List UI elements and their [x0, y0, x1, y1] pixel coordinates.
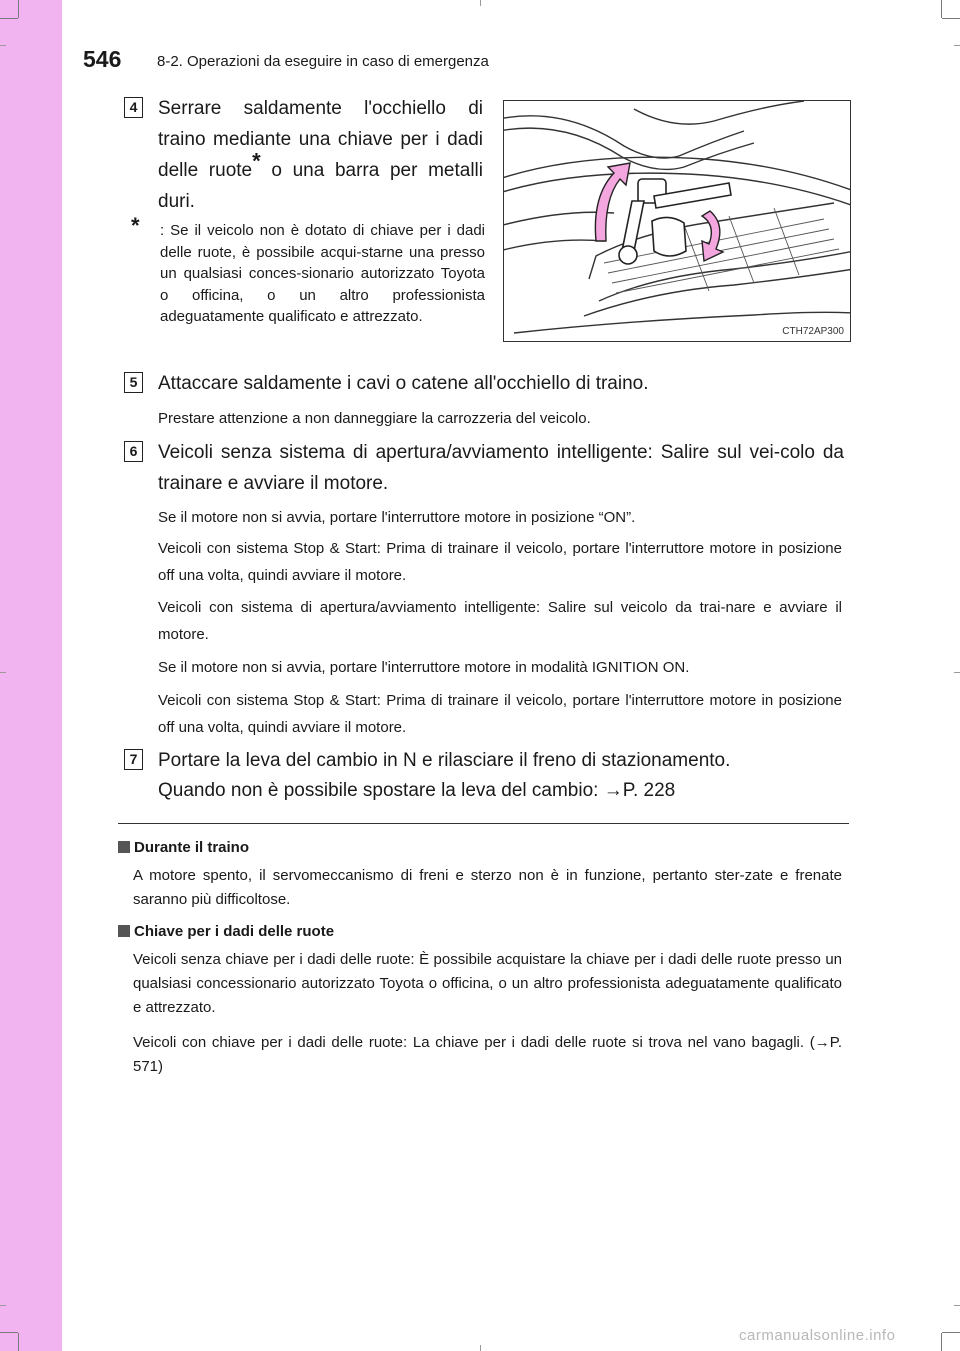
crop-mark	[942, 1332, 960, 1333]
step-6-note: Veicoli con sistema Stop & Start: Prima di trainare il veicolo, portare l'interruttore motore in posizione off una volta, quindi avviare il motore.	[158, 692, 842, 736]
crop-mark	[942, 18, 960, 19]
crop-mark	[0, 18, 18, 19]
crop-mark	[0, 1332, 18, 1333]
crop-mark	[941, 0, 942, 18]
crop-mark	[941, 1333, 942, 1351]
step-6-badge: 6	[124, 441, 143, 462]
registration-tick	[0, 672, 6, 673]
registration-tick	[954, 1305, 960, 1306]
footnote-asterisk: *	[252, 148, 261, 174]
watermark: carmanualsonline.info	[739, 1327, 896, 1344]
tow-eyelet-illustration	[503, 100, 851, 342]
registration-tick	[0, 45, 6, 46]
registration-tick	[954, 45, 960, 46]
step-4-badge: 4	[124, 97, 143, 118]
note-asterisk: *	[131, 213, 140, 238]
crop-mark	[18, 1333, 19, 1351]
info-text: Veicoli con chiave per i dadi delle ruote: La chiave per i dadi delle ruote si trova nel vano bagagli. (→P. 571)	[133, 1034, 842, 1075]
step-6-instruction: Veicoli senza sistema di apertura/avviamento intelligente: Salire sul vei-colo da trainare e avviare il motore.	[158, 442, 844, 494]
step-6-note: Se il motore non si avvia, portare l'interruttore motore in modalità IGNITION ON.	[158, 659, 690, 676]
step-4-instruction: Serrare saldamente l'occhiello di traino mediante una chiave per i dadi delle ruote* o una barra per metalli duri.	[158, 98, 483, 212]
registration-tick	[480, 1345, 481, 1351]
step-5-badge: 5	[124, 372, 143, 393]
step-6-note: Se il motore non si avvia, portare l'interruttore motore in posizione “ON”.	[158, 509, 636, 526]
registration-tick	[480, 0, 481, 6]
step-5-note: Prestare attenzione a non danneggiare la carrozzeria del veicolo.	[158, 410, 591, 427]
figure-code: CTH72AP300	[782, 326, 844, 337]
registration-tick	[0, 1305, 6, 1306]
bullet-square-icon	[118, 841, 130, 853]
section-title: 8-2. Operazioni da eseguire in caso di emergenza	[157, 53, 489, 70]
info-text: Veicoli senza chiave per i dadi delle ruote: È possibile acquistare la chiave per i dadi delle ruote presso un qualsiasi concessionario autorizzato Toyota o officina, o un altro professionista adeguatamente qualificato e attrezzato.	[133, 951, 842, 1016]
info-text: A motore spento, il servomeccanismo di freni e sterzo non è in funzione, pertanto ster-zate e frenate saranno più difficoltose.	[133, 867, 842, 908]
crop-mark	[18, 0, 19, 18]
info-heading-wheel-nut-wrench: Chiave per i dadi delle ruote	[118, 922, 334, 942]
info-heading-towing: Durante il traino	[118, 838, 249, 858]
step-6-note: Veicoli con sistema Stop & Start: Prima di trainare il veicolo, portare l'interruttore motore in posizione off una volta, quindi avviare il motore.	[158, 540, 842, 584]
step-7-badge: 7	[124, 749, 143, 770]
section-divider	[118, 823, 849, 824]
side-tab	[0, 0, 62, 1351]
step-5-instruction: Attaccare saldamente i cavi o catene all'occhiello di traino.	[158, 373, 649, 394]
registration-tick	[954, 672, 960, 673]
step-4-footnote: : Se il veicolo non è dotato di chiave per i dadi delle ruote, è possibile acqui-starne una presso un qualsiasi conces-sionario autorizzato Toyota o officina, o un altro professionista adeguatamente qualificato e attrezzato.	[160, 222, 485, 325]
step-7-instruction: Portare la leva del cambio in N e rilasciare il freno di stazionamento.	[158, 750, 731, 771]
bullet-square-icon	[118, 925, 130, 937]
step-7-reference: Quando non è possibile spostare la leva del cambio: →P. 228	[158, 780, 676, 801]
tow-eyelet-drawing	[504, 101, 850, 341]
step-6-note: Veicoli con sistema di apertura/avviamento intelligente: Salire sul veicolo da trai-nare e avviare il motore.	[158, 599, 842, 643]
page-number: 546	[83, 46, 122, 72]
